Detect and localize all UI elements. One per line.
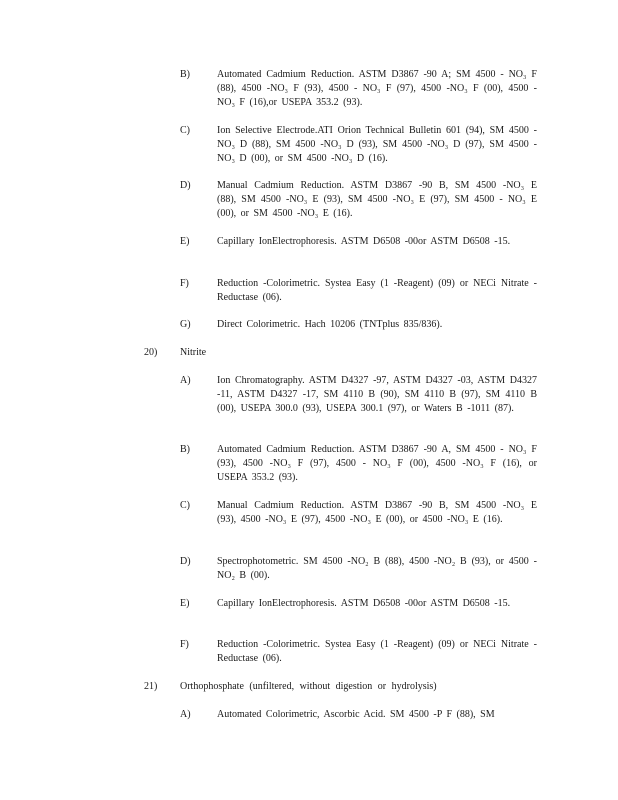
item-label: A) [180,375,191,386]
section-title: Orthophosphate (unfiltered, without digestion or hydrolysis) [180,681,437,692]
item-text: Reduction -Colorimetric. Systea Easy (1 -Reagent) (09) or NECi Nitrate -Reductase (06). [217,639,537,664]
item-text: Spectrophotometric. SM 4500 -NO₂ B (88), 4500 -NO₂ B (93), or 4500 -NO₂ B (00). [217,556,537,581]
item-label: E) [180,236,190,247]
item-text: Capillary IonElectrophoresis. ASTM D6508 -00or ASTM D6508 -15. [217,236,511,247]
item-label: F) [180,639,189,650]
item-label: D) [180,180,191,191]
item-label: C) [180,500,190,511]
item-label: F) [180,278,189,289]
item-text: Manual Cadmium Reduction. ASTM D3867 -90 B, SM 4500 -NO₃ E (93), 4500 -NO₃ E (97), 4500 -NO₃ E (00), or 4500 -NO₃ E (16). [217,500,537,525]
item-text: Direct Colorimetric. Hach 10206 (TNTplus 835/836). [217,319,443,330]
item-text: Manual Cadmium Reduction. ASTM D3867 -90 B, SM 4500 -NO₃ E (88), SM 4500 -NO₃ E (93), SM 4500 -NO₃ E (97), SM 4500 - NO₃ E (00), or SM 4500 -NO₃ E (16). [217,180,537,219]
item-label: G) [180,319,191,330]
item-label: C) [180,125,190,136]
item-text: Automated Cadmium Reduction. ASTM D3867 -90 A, SM 4500 - NO₃ F (93), 4500 -NO₃ F (97), 4500 - NO₃ F (00), 4500 -NO₃ F (16), or USEPA 353.2 (93). [217,444,537,483]
section-number: 20) [144,347,158,358]
section-number: 21) [144,681,158,692]
section-title: Nitrite [180,347,207,358]
item-text: Ion Chromatography. ASTM D4327 -97, ASTM D4327 -03, ASTM D4327 -11, ASTM D4327 -17, SM 4110 B (90), SM 4110 B (97), SM 4110 B (00), USEPA 300.0 (93), USEPA 300.1 (97), or Waters B -1011 (87). [217,375,537,414]
item-label: B) [180,444,190,455]
item-text: Automated Colorimetric, Ascorbic Acid. SM 4500 -P F (88), SM [217,709,495,720]
item-text: Automated Cadmium Reduction. ASTM D3867 -90 A; SM 4500 - NO₃ F (88), 4500 -NO₃ F (93), 4500 - NO₃ F (97), 4500 -NO₃ F (00), 4500 -NO₃ F (16),or USEPA 353.2 (93). [217,69,537,108]
item-label: D) [180,556,191,567]
item-label: E) [180,598,190,609]
item-text: Reduction -Colorimetric. Systea Easy (1 -Reagent) (09) or NECi Nitrate -Reductase (06). [217,278,537,303]
item-label: A) [180,709,191,720]
item-label: B) [180,69,190,80]
item-text: Capillary IonElectrophoresis. ASTM D6508 -00or ASTM D6508 -15. [217,598,511,609]
item-text: Ion Selective Electrode.ATI Orion Technical Bulletin 601 (94), SM 4500 -NO₃ D (88), SM 4500 -NO₃ D (93), SM 4500 -NO₃ D (97), SM 4500 -NO₃ D (00), or SM 4500 -NO₃ D (16). [217,125,537,164]
